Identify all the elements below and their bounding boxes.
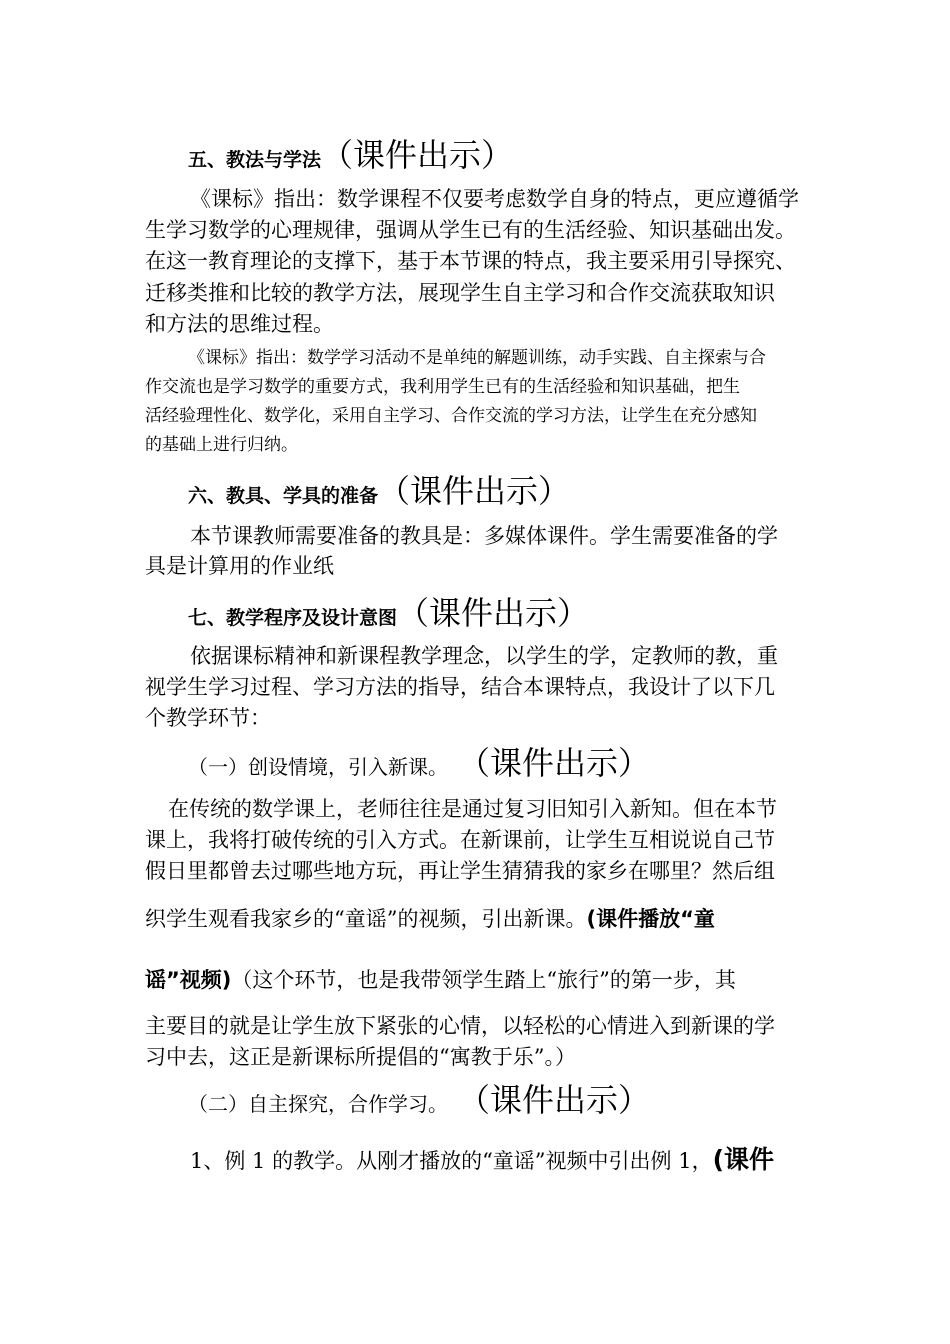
section5-tag: （课件出示） — [321, 136, 514, 174]
step1-line4-bold: (课件播放“童 — [586, 907, 715, 931]
section7-para-line3: 个教学环节： — [145, 706, 271, 730]
section5-para1-line2: 生学习数学的心理规律，强调从学生已有的生活经验、知识基础出发。 — [145, 218, 796, 242]
step1-line7: 习中去，这正是新课标所提倡的“寓教于乐”。） — [145, 1045, 576, 1069]
step2-label: （二）自主探究，合作学习。 — [188, 1092, 448, 1116]
step2-tag: （课件出示） — [474, 1081, 651, 1119]
step1-line6: 主要目的就是让学生放下紧张的心情，以轻松的心情进入到新课的学 — [145, 1014, 775, 1038]
step2-heading-line — [188, 1075, 650, 1121]
section5-para2-line1: 《课标》指出：数学学习活动不是单纯的解题训练，动手实践、自主探索与合 — [188, 348, 766, 368]
step1-label: （一）创设情境，引入新课。 — [188, 755, 448, 779]
section6-para-line1: 本节课教师需要准备的教具是：多媒体课件。学生需要准备的学 — [190, 524, 778, 548]
step2-example-text: 1、例 1 的教学。从刚才播放的“童谣”视频中引出例 1， — [190, 1149, 713, 1173]
section5-para1-line1: 《课标》指出：数学课程不仅要考虑数学自身的特点，更应遵循学 — [190, 187, 799, 211]
step1-line5-bold: 谣”视频) — [145, 968, 232, 992]
section6-para-line2: 具是计算用的作业纸 — [145, 554, 334, 578]
section5-para2-line3: 活经验理性化、数学化，采用自主学习、合作交流的学习方法，让学生在充分感知 — [145, 406, 757, 426]
step1-heading-line — [188, 738, 650, 784]
section6-heading-line — [188, 466, 570, 512]
section5-para2-line4: 的基础上进行归纳。 — [145, 435, 298, 455]
step1-line4 — [145, 903, 715, 933]
step1-line1: 在传统的数学课上，老师往往是通过复习旧知引入新知。但在本节 — [168, 797, 777, 821]
section5-para1-line3: 在这一教育理论的支撑下，基于本节课的特点，我主要采用引导探究、 — [145, 249, 796, 273]
step1-line5-text: （这个环节，也是我带领学生踏上“旅行”的第一步，其 — [231, 968, 736, 992]
step1-line5 — [145, 964, 736, 994]
step2-example-line — [190, 1140, 774, 1176]
step1-tag: （课件出示） — [474, 744, 651, 782]
step1-line2: 课上，我将打破传统的引入方式。在新课前，让学生互相说说自己节 — [145, 828, 775, 852]
section5-para2-line2: 作交流也是学习数学的重要方式，我利用学生已有的生活经验和知识基础，把生 — [145, 377, 740, 397]
section6-tag: （课件出示） — [378, 472, 571, 510]
section7-heading-line — [188, 588, 589, 634]
step1-line3: 假日里都曾去过哪些地方玩，再让学生猜猜我的家乡在哪里？然后组 — [145, 859, 775, 883]
section6-heading: 六、教具、学具的准备 — [188, 485, 379, 507]
section5-heading: 五、教法与学法 — [188, 149, 322, 171]
section5-para1-line5: 和方法的思维过程。 — [145, 312, 334, 336]
step1-line4-text: 织学生观看我家乡的“童谣”的视频，引出新课。 — [145, 907, 587, 931]
section7-para-line1: 依据课标精神和新课程教学理念，以学生的学，定教师的教，重 — [190, 644, 778, 668]
section5-para1-line4: 迁移类推和比较的教学方法，展现学生自主学习和合作交流获取知识 — [145, 281, 775, 305]
step2-example-bold: (课件 — [712, 1145, 775, 1174]
section5-heading-line — [188, 130, 513, 176]
section7-para-line2: 视学生学习过程、学习方法的指导，结合本课特点，我设计了以下几 — [145, 675, 775, 699]
section7-heading: 七、教学程序及设计意图 — [188, 607, 398, 629]
section7-tag: （课件出示） — [397, 594, 590, 632]
